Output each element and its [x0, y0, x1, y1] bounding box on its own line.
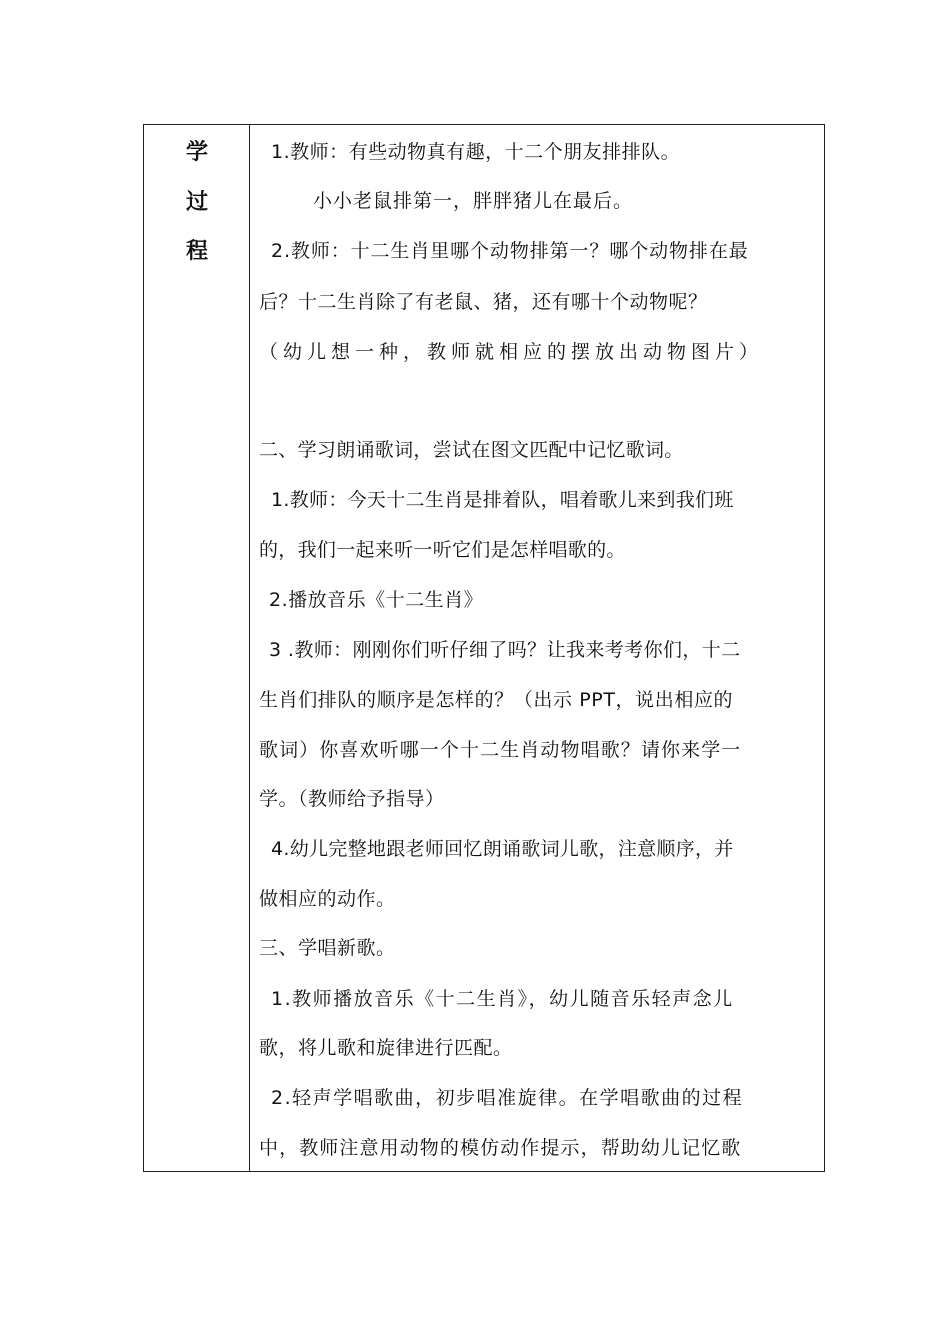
- heading-char-1: 学: [185, 140, 208, 165]
- content-line-5: （幼儿想一种，教师就相应的摆放出动物图片）: [259, 341, 764, 363]
- content-line-13: 4.幼儿完整地跟老师回忆朗诵歌词儿歌，注意顺序，并: [271, 838, 734, 860]
- content-line-8: 2.播放音乐《十二生肖》: [269, 589, 484, 611]
- content-line-18: 中，教师注意用动物的模仿动作提示，帮助幼儿记忆歌: [259, 1137, 742, 1159]
- content-line-6: 1.教师：今天十二生肖是排着队，唱着歌儿来到我们班: [271, 489, 734, 511]
- heading-char-2: 过: [185, 190, 208, 215]
- table-left-column: [144, 125, 250, 1171]
- content-line-9: 3 .教师：刚刚你们听仔细了吗？让我来考考你们，十二: [269, 639, 741, 661]
- content-line-17: 2.轻声学唱歌曲，初步唱准旋律。在学唱歌曲的过程: [271, 1087, 744, 1109]
- heading-char-3: 程: [185, 239, 208, 264]
- content-line-2: 小小老鼠排第一，胖胖猪儿在最后。: [313, 190, 634, 212]
- lesson-table: [143, 124, 825, 1172]
- content-line-14: 做相应的动作。: [259, 888, 396, 910]
- content-line-15: 1.教师播放音乐《十二生肖》，幼儿随音乐轻声念儿: [271, 988, 734, 1010]
- content-line-11: 歌词）你喜欢听哪一个十二生肖动物唱歌？请你来学一: [259, 739, 742, 761]
- table-content-cell: [251, 125, 824, 1171]
- section-3-heading: 三、学唱新歌。: [259, 937, 396, 959]
- content-line-10: 生肖们排队的顺序是怎样的？（出示 PPT，说出相应的: [259, 689, 734, 711]
- content-line-3: 2.教师：十二生肖里哪个动物排第一？哪个动物排在最: [271, 240, 749, 262]
- content-line-12: 学。（教师给予指导）: [259, 788, 445, 810]
- content-line-16: 歌，将儿歌和旋律进行匹配。: [259, 1037, 513, 1059]
- content-line-4: 后？十二生肖除了有老鼠、猪，还有哪十个动物呢？: [259, 291, 708, 313]
- content-line-1: 1.教师：有些动物真有趣，十二个朋友排排队。: [271, 141, 681, 163]
- section-2-heading: 二、学习朗诵歌词，尝试在图文匹配中记忆歌词。: [259, 439, 684, 461]
- content-line-7: 的，我们一起来听一听它们是怎样唱歌的。: [259, 539, 626, 561]
